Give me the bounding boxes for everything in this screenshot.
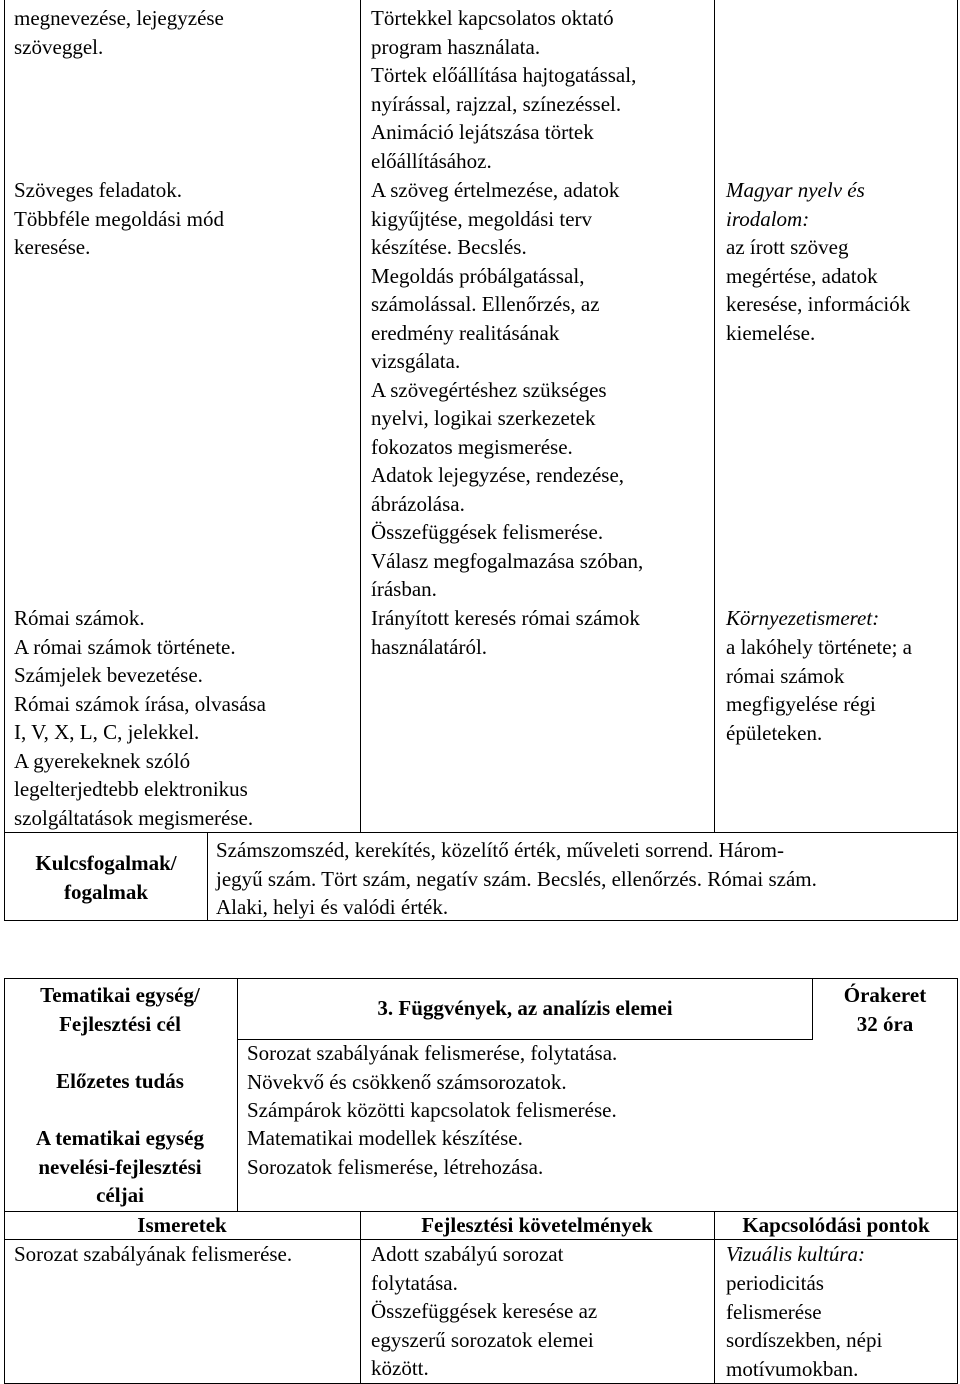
table1-right-border (957, 0, 958, 920)
col-header-ismeretek: Ismeretek (137, 1213, 227, 1237)
table2-right-border (957, 978, 958, 1384)
table2-row-col2: Adott szabályú sorozat folytatása. Összefüggések keresése az egyszerű sorozatok elemei között. (371, 1242, 598, 1380)
table2-label-divider (237, 978, 238, 1211)
keyconcepts-text: Számszomszéd, kerekítés, közelítő érték, műveleti sorrend. Három- jegyű szám. Tört szám, negatív szám. Becslés, ellenőrzés. Római szám. Alaki, helyi és valódi érték. (216, 838, 817, 919)
table1-row2-col3-text: az írott szöveg megértése, adatok keresése, információk kiemelése. (726, 235, 911, 345)
col-header-fejlesztesi: Fejlesztési követelmények (421, 1213, 653, 1237)
table1-row3-col3-text: a lakóhely története; a római számok megfigyelése régi épületeken. (726, 635, 912, 745)
table1-key-divider (207, 832, 208, 920)
unit-label: Tematikai egység/ Fejlesztési cél (40, 983, 200, 1036)
goals-label: A tematikai egység nevelési-fejlesztési céljai (36, 1126, 204, 1207)
table1-row3-col2: Irányított keresés római számok használatáról. (371, 606, 640, 659)
table2-col1-divider (360, 1211, 361, 1384)
table1-left-border (4, 0, 5, 920)
table1-row1-col2: Törtekkel kapcsolatos oktató program használata. Törtek előállítása hajtogatással, nyírással, rajzzal, színezéssel. Animáció lejátszása törtek előállításához. (371, 6, 637, 173)
table1-row2-col1: Szöveges feladatok. Többféle megoldási mód keresése. (14, 178, 224, 259)
table2-hours-divider (812, 978, 813, 1040)
table1-row2-col3-subject: Magyar nyelv és irodalom: (726, 178, 865, 231)
table2-col2-divider (714, 1211, 715, 1384)
hours-label: Órakeret 32 óra (843, 983, 927, 1036)
table1-row3-col3-subject: Környezetismeret: (726, 606, 880, 630)
unit-title: 3. Függvények, az analízis elemei (377, 996, 673, 1020)
table1-row1-col1: megnevezése, lejegyzése szöveggel. (14, 6, 224, 59)
table1-key-top (4, 832, 958, 833)
table1-row2-col2: A szöveg értelmezése, adatok kigyűjtése, megoldási terv készítése. Becslés. Megoldás próbálgatással, számolással. Ellenőrzés, az eredmény realitásának vizsgálata. A szövegértéshez szükséges nyelvi, logikai szerkezetek fokozatos megismerése. Adatok lejegyzése, rendezése, ábrázolása. Összefüggések felismerése. Válasz megfogalmazása szóban, írásban. (371, 178, 644, 601)
table2-row-col3-subject: Vizuális kultúra: (726, 1242, 866, 1266)
prior-knowledge-label: Előzetes tudás (56, 1069, 184, 1093)
table1-row3-col1: Római számok. A római számok története. Számjelek bevezetése. Római számok írása, olvasása I, V, X, L, C, jelekkel. A gyerekeknek szóló legelterjedtebb elektronikus szolgáltatások megismerése. (14, 606, 266, 830)
table2-top (4, 978, 958, 979)
keyconcepts-label: Kulcsfogalmak/ fogalmak (35, 851, 177, 904)
table1-col1-divider (360, 0, 361, 832)
table2-row-col3-text: periodicitás felismerése sordíszekben, népi motívumokban. (726, 1271, 883, 1381)
table1-col2-divider (714, 0, 715, 832)
table2-row-col1: Sorozat szabályának felismerése. (14, 1242, 293, 1266)
col-header-kapcsolodasi: Kapcsolódási pontok (742, 1213, 930, 1237)
goals-text: Matematikai modellek készítése. Sorozatok felismerése, létrehozása. (247, 1126, 544, 1179)
prior-knowledge-text: Sorozat szabályának felismerése, folytatása. Növekvő és csökkenő számsorozatok. Számpárok közötti kapcsolatok felismerése. (247, 1041, 618, 1122)
table2-left-border (4, 978, 5, 1384)
